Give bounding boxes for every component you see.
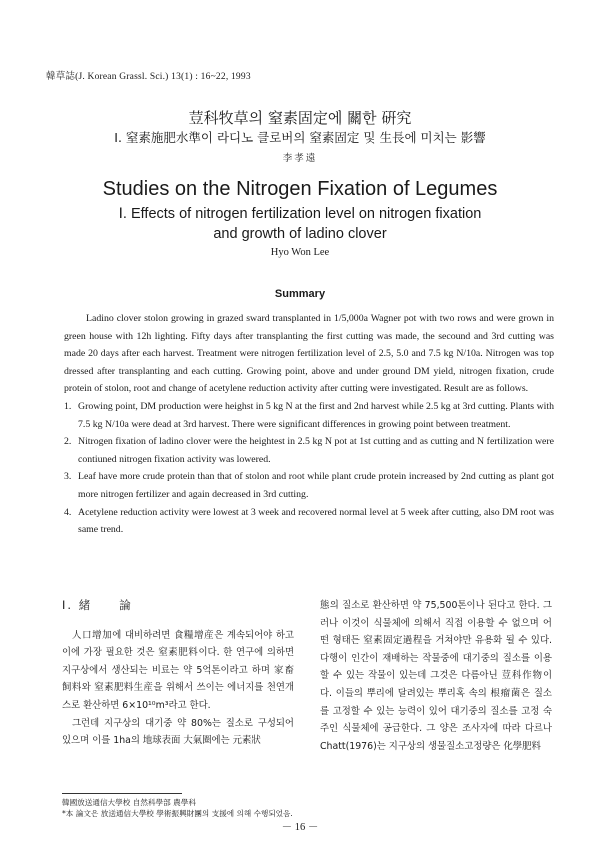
result-number: 3.	[64, 471, 72, 483]
english-subtitle-line2: and growth of ladino clover	[213, 226, 387, 242]
footnotes	[62, 797, 293, 819]
section-heading: Ⅰ. 緒 論	[62, 598, 133, 612]
intro-paragraph-continued: 態의 질소로 환산하면 약 75,500톤이나 된다고 한다. 그러나 이것이 식물체에 의해서 직접 이용할 수 없으며 어떤 형태든 窒素固定過程을 거쳐야만 유용화 될 수 있다. 다행이 인간이 재배하는 작물중에 대기중의 질소를 이용할 수 있는 작물이 있는데 그것은 다름아닌 荳科作物이다. 이들의 뿌리에 달려있는 뿌리혹 속의 根瘤菌은 질소를 고정할 수 있는 능력이 있어 대기중의 질소를 고정 숙주인 식물체에 공급한다. 그 양은 조사자에 따라 다르나 Chatt(1976)는 지구상의 생물질소고정량은 化學肥料	[320, 600, 552, 752]
result-item	[64, 433, 554, 468]
page-number: － 16 －	[281, 822, 319, 833]
result-number: 4.	[64, 506, 72, 518]
result-text: Nitrogen fixation of ladino clover were the heightest in 2.5 kg N pot at 1st cutting and as cutting and N fertilization were contiuned nitrogen fixation activity was lowered.	[78, 436, 554, 465]
result-text: Leaf have more crude protein than that of stolon and root while plant crude protein increased by 2nd cutting as plant got more nitrogen fertilizer and again decreased in 3rd cutting.	[78, 471, 554, 500]
result-number: 1.	[64, 400, 72, 412]
korean-author: 李孝遠	[282, 153, 318, 164]
left-column	[62, 597, 294, 750]
summary-results-list	[64, 398, 554, 539]
right-column	[320, 597, 552, 755]
affiliation-footnote: 韓國放送通信大學校 自然科學部 農學科	[62, 798, 196, 807]
english-subtitle-line1: Ⅰ. Effects of nitrogen fertilization level on nitrogen fixation	[118, 206, 482, 222]
summary-heading: Summary	[274, 288, 326, 300]
summary-body	[64, 310, 554, 539]
result-item	[64, 398, 554, 433]
footnote-divider	[62, 793, 182, 794]
funding-footnote: *本 論文은 放送通信大學校 學術振興財團의 支援에 의해 수행되었음.	[62, 809, 293, 818]
intro-paragraph-1: 人口增加에 대비하려면 食糧增産은 계속되어야 하고 이에 가장 필요한 것은 窒素肥料이다. 한 연구에 의하면 지구상에서 생산되는 비료는 약 5억톤이라고 하며 家畜飼料와 窒素肥料生産을 위해서 쓰이는 에너지를 천연개스로 환산하면 6×10¹⁰m³라고 한다.	[62, 629, 294, 711]
journal-reference: 韓草誌(J. Korean Grassl. Sci.) 13(1) : 16~22, 1993	[46, 72, 251, 82]
korean-subtitle: Ⅰ. 窒素施肥水準이 라디노 클로버의 窒素固定 및 生長에 미치는 影響	[114, 130, 486, 145]
result-text: Growing point, DM production were heighst in 5 kg N at the first and 2nd harvest while 2.5 kg at 3rd cutting. Plants with 7.5 kg N/10a were dead at 3rd harvest. There were significant differences in growing point between treatment.	[78, 400, 554, 430]
result-item	[64, 504, 554, 539]
result-item	[64, 468, 554, 503]
korean-title: 荳科牧草의 窒素固定에 關한 硏究	[188, 109, 412, 127]
result-text: Acetylene reduction activity were lowest at 3 week and recovered normal level at 5 week after cutting, also DM root was same trend.	[78, 506, 554, 536]
english-author: Hyo Won Lee	[270, 247, 330, 258]
summary-intro: Ladino clover stolon growing in grazed sward transplanted in 1/5,000a Wagner pot with two rows and were grown in green house with 12h lighting. Fifty days after transplanting the first cutting was made, the secound and 3rd cutting was made 20 days after each harvest. Treatment were nitrogen fertilization level of 2.5, 5.0 and 7.5 kg N/10a. Nitrogen was top dressed after transplanting and each cutting. Growing point, above and under ground DM yield, nitrogen fixation, crude protein of stolon, root and change of acetylene reduction activity after cutting were investigated. Result are as follows.	[64, 313, 554, 395]
english-title: Studies on the Nitrogen Fixation of Legumes	[102, 178, 498, 200]
result-number: 2.	[64, 436, 72, 448]
intro-paragraph-2: 그런데 지구상의 대기중 약 80%는 질소로 구성되어 있으며 이를 1ha의 地球表面 大氣圈에는 元素狀	[62, 717, 294, 747]
